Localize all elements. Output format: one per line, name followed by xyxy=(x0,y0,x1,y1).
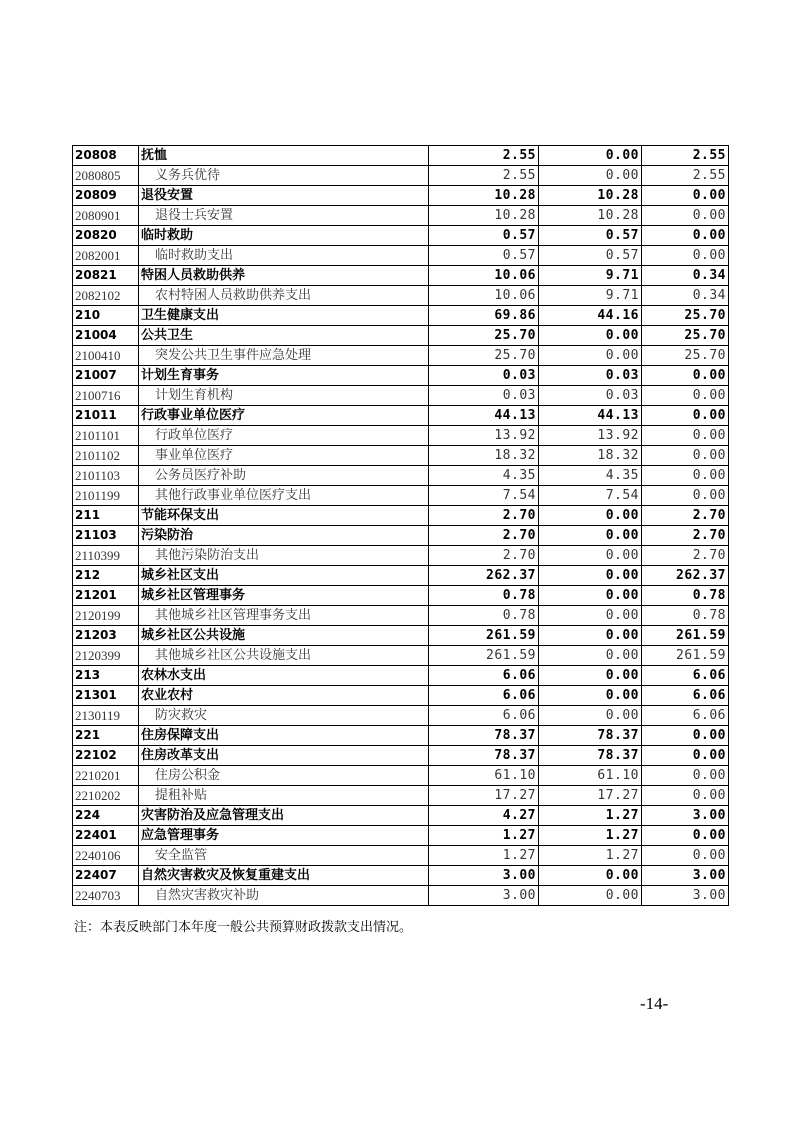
table-row-item xyxy=(73,766,729,786)
cell-total: 261.59 xyxy=(429,626,539,646)
cell-name: 行政事业单位医疗 xyxy=(139,406,429,426)
cell-code: 2240106 xyxy=(73,846,139,866)
cell-basic: 78.37 xyxy=(539,726,642,746)
cell-code: 2240703 xyxy=(73,886,139,906)
table-row-category xyxy=(73,366,729,386)
cell-code: 21103 xyxy=(73,526,139,546)
cell-total: 3.00 xyxy=(429,866,539,886)
cell-total: 2.55 xyxy=(429,146,539,166)
cell-name: 城乡社区管理事务 xyxy=(139,586,429,606)
cell-code: 212 xyxy=(73,566,139,586)
cell-code: 2101199 xyxy=(73,486,139,506)
cell-project: 3.00 xyxy=(642,886,729,906)
cell-total: 25.70 xyxy=(429,346,539,366)
cell-project: 0.78 xyxy=(642,606,729,626)
cell-project: 0.00 xyxy=(642,186,729,206)
cell-total: 44.13 xyxy=(429,406,539,426)
cell-name: 其他城乡社区公共设施支出 xyxy=(139,646,429,666)
cell-project: 2.70 xyxy=(642,526,729,546)
cell-total: 10.28 xyxy=(429,186,539,206)
cell-name: 退役士兵安置 xyxy=(139,206,429,226)
cell-code: 22102 xyxy=(73,746,139,766)
cell-basic: 0.00 xyxy=(539,586,642,606)
cell-name: 临时救助支出 xyxy=(139,246,429,266)
cell-total: 0.57 xyxy=(429,246,539,266)
cell-name: 农村特困人员救助供养支出 xyxy=(139,286,429,306)
cell-project: 0.34 xyxy=(642,266,729,286)
cell-project: 0.00 xyxy=(642,446,729,466)
table-row-category xyxy=(73,626,729,646)
cell-total: 61.10 xyxy=(429,766,539,786)
table-row-item xyxy=(73,246,729,266)
cell-name: 事业单位医疗 xyxy=(139,446,429,466)
cell-name: 提租补贴 xyxy=(139,786,429,806)
cell-total: 2.70 xyxy=(429,526,539,546)
cell-name: 城乡社区公共设施 xyxy=(139,626,429,646)
cell-name: 自然灾害救灾及恢复重建支出 xyxy=(139,866,429,886)
cell-code: 213 xyxy=(73,666,139,686)
cell-basic: 10.28 xyxy=(539,206,642,226)
cell-name: 住房公积金 xyxy=(139,766,429,786)
table-row-category xyxy=(73,406,729,426)
cell-name: 城乡社区支出 xyxy=(139,566,429,586)
cell-name: 公务员医疗补助 xyxy=(139,466,429,486)
cell-name: 公共卫生 xyxy=(139,326,429,346)
table-row-item xyxy=(73,546,729,566)
cell-code: 221 xyxy=(73,726,139,746)
cell-code: 20808 xyxy=(73,146,139,166)
cell-project: 3.00 xyxy=(642,806,729,826)
table-row-category xyxy=(73,826,729,846)
cell-basic: 44.16 xyxy=(539,306,642,326)
cell-project: 6.06 xyxy=(642,686,729,706)
cell-basic: 0.57 xyxy=(539,246,642,266)
cell-basic: 9.71 xyxy=(539,286,642,306)
cell-name: 住房保障支出 xyxy=(139,726,429,746)
cell-basic: 0.03 xyxy=(539,366,642,386)
table-row-item xyxy=(73,346,729,366)
table-row-category xyxy=(73,526,729,546)
cell-code: 2101101 xyxy=(73,426,139,446)
cell-project: 6.06 xyxy=(642,706,729,726)
cell-basic: 0.00 xyxy=(539,886,642,906)
cell-name: 计划生育机构 xyxy=(139,386,429,406)
cell-basic: 0.00 xyxy=(539,686,642,706)
cell-project: 0.00 xyxy=(642,826,729,846)
cell-code: 2120399 xyxy=(73,646,139,666)
table-row-category xyxy=(73,326,729,346)
cell-code: 2080805 xyxy=(73,166,139,186)
cell-total: 3.00 xyxy=(429,886,539,906)
cell-name: 突发公共卫生事件应急处理 xyxy=(139,346,429,366)
cell-code: 21011 xyxy=(73,406,139,426)
cell-total: 10.28 xyxy=(429,206,539,226)
table-row-item xyxy=(73,706,729,726)
cell-basic: 61.10 xyxy=(539,766,642,786)
table-row-item xyxy=(73,426,729,446)
cell-basic: 44.13 xyxy=(539,406,642,426)
cell-code: 20821 xyxy=(73,266,139,286)
cell-basic: 0.00 xyxy=(539,706,642,726)
cell-total: 4.35 xyxy=(429,466,539,486)
cell-total: 0.57 xyxy=(429,226,539,246)
cell-basic: 13.92 xyxy=(539,426,642,446)
cell-total: 6.06 xyxy=(429,686,539,706)
cell-total: 10.06 xyxy=(429,266,539,286)
cell-code: 22407 xyxy=(73,866,139,886)
cell-project: 0.00 xyxy=(642,846,729,866)
table-row-item xyxy=(73,286,729,306)
cell-name: 农林水支出 xyxy=(139,666,429,686)
cell-name: 特困人员救助供养 xyxy=(139,266,429,286)
cell-name: 自然灾害救灾补助 xyxy=(139,886,429,906)
cell-project: 262.37 xyxy=(642,566,729,586)
cell-code: 2210201 xyxy=(73,766,139,786)
table-row-category xyxy=(73,266,729,286)
cell-name: 安全监管 xyxy=(139,846,429,866)
cell-project: 0.00 xyxy=(642,206,729,226)
cell-code: 21203 xyxy=(73,626,139,646)
table-row-category xyxy=(73,506,729,526)
cell-basic: 18.32 xyxy=(539,446,642,466)
cell-total: 13.92 xyxy=(429,426,539,446)
cell-basic: 0.00 xyxy=(539,666,642,686)
cell-project: 0.00 xyxy=(642,386,729,406)
cell-total: 2.70 xyxy=(429,506,539,526)
cell-project: 0.00 xyxy=(642,766,729,786)
cell-total: 0.03 xyxy=(429,386,539,406)
table-row-item xyxy=(73,646,729,666)
table-row-category xyxy=(73,866,729,886)
cell-code: 2101102 xyxy=(73,446,139,466)
cell-name: 灾害防治及应急管理支出 xyxy=(139,806,429,826)
table-row-item xyxy=(73,606,729,626)
cell-name: 住房改革支出 xyxy=(139,746,429,766)
cell-total: 17.27 xyxy=(429,786,539,806)
table-row-item xyxy=(73,206,729,226)
cell-name: 其他污染防治支出 xyxy=(139,546,429,566)
cell-basic: 9.71 xyxy=(539,266,642,286)
cell-basic: 17.27 xyxy=(539,786,642,806)
cell-project: 3.00 xyxy=(642,866,729,886)
cell-project: 2.55 xyxy=(642,166,729,186)
cell-total: 261.59 xyxy=(429,646,539,666)
table-row-item xyxy=(73,446,729,466)
cell-code: 2082102 xyxy=(73,286,139,306)
cell-basic: 0.03 xyxy=(539,386,642,406)
table-row-item xyxy=(73,886,729,906)
table-row-category xyxy=(73,306,729,326)
cell-project: 0.00 xyxy=(642,786,729,806)
expenditure-table xyxy=(72,145,729,906)
cell-basic: 7.54 xyxy=(539,486,642,506)
cell-project: 261.59 xyxy=(642,646,729,666)
cell-code: 2100410 xyxy=(73,346,139,366)
cell-code: 2210202 xyxy=(73,786,139,806)
cell-basic: 0.00 xyxy=(539,546,642,566)
cell-code: 2101103 xyxy=(73,466,139,486)
cell-project: 25.70 xyxy=(642,346,729,366)
table-row-category xyxy=(73,806,729,826)
page-number: -14- xyxy=(640,994,669,1013)
table-row-category xyxy=(73,566,729,586)
cell-project: 0.00 xyxy=(642,746,729,766)
cell-project: 2.55 xyxy=(642,146,729,166)
cell-basic: 0.00 xyxy=(539,866,642,886)
cell-code: 2120199 xyxy=(73,606,139,626)
cell-code: 21301 xyxy=(73,686,139,706)
cell-code: 21201 xyxy=(73,586,139,606)
cell-name: 计划生育事务 xyxy=(139,366,429,386)
cell-total: 69.86 xyxy=(429,306,539,326)
table-row-item xyxy=(73,846,729,866)
cell-project: 0.00 xyxy=(642,726,729,746)
table-row-item xyxy=(73,166,729,186)
cell-code: 21004 xyxy=(73,326,139,346)
cell-name: 节能环保支出 xyxy=(139,506,429,526)
cell-code: 2100716 xyxy=(73,386,139,406)
cell-code: 211 xyxy=(73,506,139,526)
expenditure-table-body xyxy=(73,146,729,906)
cell-total: 2.55 xyxy=(429,166,539,186)
cell-name: 退役安置 xyxy=(139,186,429,206)
cell-total: 78.37 xyxy=(429,726,539,746)
cell-basic: 0.00 xyxy=(539,506,642,526)
cell-basic: 1.27 xyxy=(539,846,642,866)
cell-total: 2.70 xyxy=(429,546,539,566)
cell-name: 抚恤 xyxy=(139,146,429,166)
cell-code: 2130119 xyxy=(73,706,139,726)
cell-name: 防灾救灾 xyxy=(139,706,429,726)
cell-code: 2110399 xyxy=(73,546,139,566)
cell-name: 其他行政事业单位医疗支出 xyxy=(139,486,429,506)
cell-total: 7.54 xyxy=(429,486,539,506)
cell-total: 6.06 xyxy=(429,666,539,686)
cell-name: 应急管理事务 xyxy=(139,826,429,846)
cell-project: 25.70 xyxy=(642,306,729,326)
cell-project: 0.00 xyxy=(642,226,729,246)
cell-total: 4.27 xyxy=(429,806,539,826)
cell-basic: 0.00 xyxy=(539,526,642,546)
cell-total: 6.06 xyxy=(429,706,539,726)
cell-total: 25.70 xyxy=(429,326,539,346)
table-row-item xyxy=(73,466,729,486)
cell-basic: 10.28 xyxy=(539,186,642,206)
table-note: 注：本表反映部门本年度一般公共预算财政拨款支出情况。 xyxy=(74,920,413,935)
cell-total: 0.03 xyxy=(429,366,539,386)
cell-basic: 0.57 xyxy=(539,226,642,246)
table-row-category xyxy=(73,726,729,746)
cell-basic: 0.00 xyxy=(539,606,642,626)
table-row-item xyxy=(73,486,729,506)
cell-code: 224 xyxy=(73,806,139,826)
cell-basic: 0.00 xyxy=(539,626,642,646)
table-row-category xyxy=(73,186,729,206)
table-row-category xyxy=(73,746,729,766)
cell-basic: 78.37 xyxy=(539,746,642,766)
cell-project: 2.70 xyxy=(642,546,729,566)
cell-code: 20820 xyxy=(73,226,139,246)
cell-project: 0.78 xyxy=(642,586,729,606)
table-row-category xyxy=(73,666,729,686)
table-row-category xyxy=(73,146,729,166)
cell-project: 0.00 xyxy=(642,246,729,266)
cell-total: 10.06 xyxy=(429,286,539,306)
cell-project: 2.70 xyxy=(642,506,729,526)
table-row-item xyxy=(73,386,729,406)
cell-code: 20809 xyxy=(73,186,139,206)
cell-project: 0.00 xyxy=(642,466,729,486)
cell-basic: 0.00 xyxy=(539,166,642,186)
cell-basic: 0.00 xyxy=(539,346,642,366)
cell-basic: 4.35 xyxy=(539,466,642,486)
cell-project: 0.00 xyxy=(642,426,729,446)
cell-basic: 1.27 xyxy=(539,826,642,846)
cell-total: 0.78 xyxy=(429,606,539,626)
cell-code: 2082001 xyxy=(73,246,139,266)
cell-code: 210 xyxy=(73,306,139,326)
cell-basic: 0.00 xyxy=(539,566,642,586)
cell-total: 0.78 xyxy=(429,586,539,606)
cell-code: 2080901 xyxy=(73,206,139,226)
cell-basic: 0.00 xyxy=(539,326,642,346)
cell-project: 25.70 xyxy=(642,326,729,346)
cell-project: 6.06 xyxy=(642,666,729,686)
cell-project: 0.00 xyxy=(642,486,729,506)
cell-basic: 0.00 xyxy=(539,146,642,166)
table-row-item xyxy=(73,786,729,806)
cell-name: 其他城乡社区管理事务支出 xyxy=(139,606,429,626)
cell-name: 农业农村 xyxy=(139,686,429,706)
cell-total: 262.37 xyxy=(429,566,539,586)
cell-total: 1.27 xyxy=(429,826,539,846)
cell-total: 78.37 xyxy=(429,746,539,766)
cell-name: 行政单位医疗 xyxy=(139,426,429,446)
cell-name: 临时救助 xyxy=(139,226,429,246)
cell-total: 1.27 xyxy=(429,846,539,866)
cell-name: 污染防治 xyxy=(139,526,429,546)
cell-name: 卫生健康支出 xyxy=(139,306,429,326)
cell-basic: 1.27 xyxy=(539,806,642,826)
cell-project: 0.00 xyxy=(642,366,729,386)
cell-project: 0.00 xyxy=(642,406,729,426)
table-row-category xyxy=(73,226,729,246)
cell-code: 21007 xyxy=(73,366,139,386)
cell-code: 22401 xyxy=(73,826,139,846)
cell-project: 261.59 xyxy=(642,626,729,646)
cell-name: 义务兵优待 xyxy=(139,166,429,186)
cell-total: 18.32 xyxy=(429,446,539,466)
table-row-category xyxy=(73,686,729,706)
cell-basic: 0.00 xyxy=(539,646,642,666)
table-row-category xyxy=(73,586,729,606)
cell-project: 0.34 xyxy=(642,286,729,306)
